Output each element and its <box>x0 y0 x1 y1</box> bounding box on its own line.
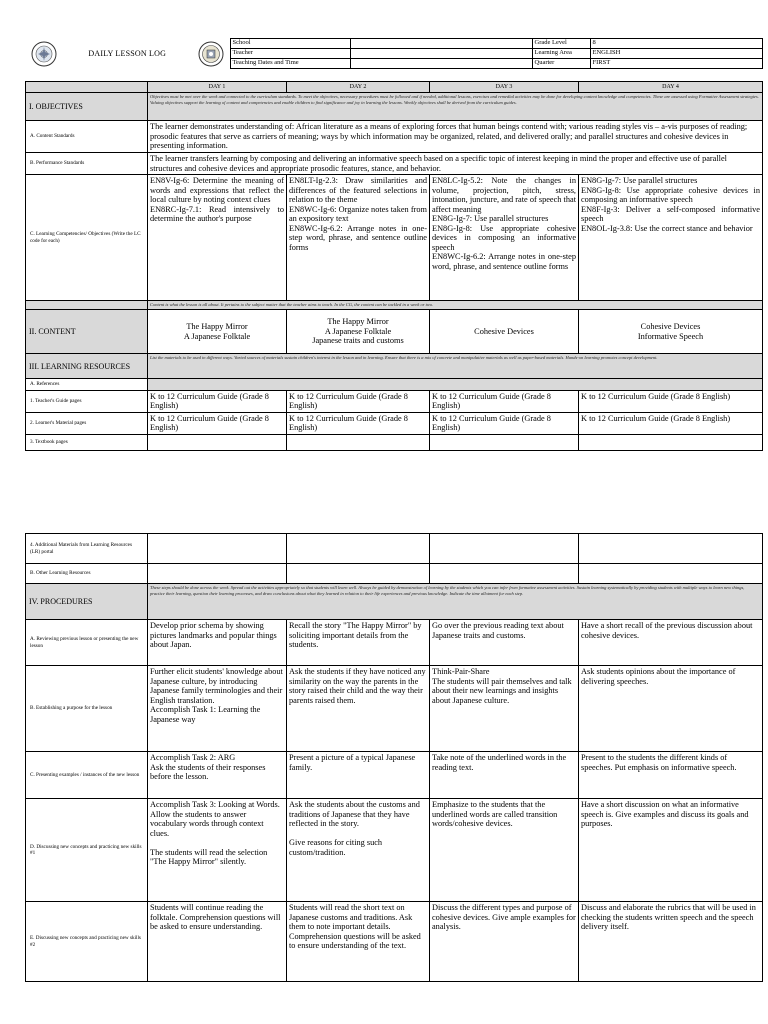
procedure-c-day-3: Take note of the underlined words in the reading text. <box>430 752 579 799</box>
procedure-e-day-4: Discuss and elaborate the rubrics that will be used in checking the students written speech and the speech delivery itself. <box>579 902 763 982</box>
content-day-3: Cohesive Devices <box>430 310 579 354</box>
learning-area-label: Learning Area <box>532 49 590 59</box>
objectives-note: Objectives must be met over the week and connected to the curriculum standards. To meet the objectives, necessary procedures must be followed and if needed, additional lessons, exercises and remedial activities may be done for developing content knowledge and competencies. These are assessed using Formative Assessment strategies. Valuing objectives support the learning of content and competencies and enable children to find significance and joy in learning the lessons. Weekly objectives shall be derived from the curriculum guides. <box>148 93 763 121</box>
page-section-2 <box>25 533 762 982</box>
procedure-b-day-1: Further elicit students' knowledge about Japanese culture, by introducing Japanese family terminologies and their English translation. Accomplish Task 1: Learning the Japanese way <box>148 666 287 752</box>
procedure-a-day-4: Have a short recall of the previous discussion about cohesive devices. <box>579 620 763 666</box>
procedure-d-day-2: Ask the students about the customs and traditions of Japanese that they have reflected in the story. Give reasons for citing such custom/tradition. <box>287 799 430 902</box>
school-value <box>350 39 532 49</box>
procedure-c-day-2: Present a picture of a typical Japanese family. <box>287 752 430 799</box>
procedure-b-label: B. Establishing a purpose for the lesson <box>26 666 148 752</box>
quarter-value: FIRST <box>590 59 762 69</box>
lm-day-1: K to 12 Curriculum Guide (Grade 8 English) <box>148 412 287 434</box>
textbook-pages-label: 3. Textbook pages <box>26 434 148 450</box>
other-day-2 <box>287 564 430 584</box>
lm-pages-label: 2. Learner's Material pages <box>26 412 148 434</box>
textbook-day-2 <box>287 434 430 450</box>
additional-day-1 <box>148 534 287 564</box>
procedure-d-label: D. Discussing new concepts and practicing new skills #1 <box>26 799 148 902</box>
procedure-a-label: A. Reviewing previous lesson or presenting the new lesson <box>26 620 148 666</box>
procedure-b-day-4: Ask students opinions about the importance of delivering speeches. <box>579 666 763 752</box>
other-day-4 <box>579 564 763 584</box>
procedure-c-label: C. Presenting examples / instances of the new lesson <box>26 752 148 799</box>
procedure-d-day-4: Have a short discussion on what an informative speech is. Give examples and discuss its goals and purposes. <box>579 799 763 902</box>
references-row <box>148 379 763 391</box>
other-day-3 <box>430 564 579 584</box>
page-title: DAILY LESSON LOG <box>88 48 167 58</box>
competencies-label: C. Learning Competencies/ Objectives (Write the LC code for each) <box>26 175 148 301</box>
dates-label: Teaching Dates and Time <box>230 59 350 69</box>
day-header-2: DAY 2 <box>287 82 430 93</box>
content-day-4: Cohesive Devices Informative Speech <box>579 310 763 354</box>
procedures-note: These steps should be done across the week. Spread out the activities appropriately so that students will learn well. Always be guided by demonstration of learning by the students which you can infer from formative assessment activities. Sustain learning systematically by providing students with multiple ways to learn new things, practice their learning, question their learning processes, and draw conclusions about what they learned in relation to their life experiences and previous knowledge. Indicate the time allotment for each step. <box>148 584 763 620</box>
procedures-table <box>25 533 763 982</box>
dates-value <box>350 59 532 69</box>
procedure-d-day-1: Accomplish Task 3: Looking at Words. Allow the students to answer vocabulary words through context clues. The students will read the selection "The Happy Mirror" silently. <box>148 799 287 902</box>
textbook-day-4 <box>579 434 763 450</box>
procedure-a-day-2: Recall the story "The Happy Mirror" by soliciting important details from the students. <box>287 620 430 666</box>
additional-day-3 <box>430 534 579 564</box>
page-section-1 <box>25 38 762 451</box>
content-standards: The learner demonstrates understanding of: African literature as a means of exploring forces that human beings contend with; various reading styles vis – a-vis purposes of reading; prosodic features that serve as carriers of meaning; ways by which information may be organized, related, and delivered orally; and parallel structures and cohesive devices in presenting information. <box>148 121 763 153</box>
competencies-day-4: EN8G-Ig-7: Use parallel structures EN8G-Ig-8: Use appropriate cohesive devices in composing an informative speech EN8F-Ig-3: Deliver a self-composed informative speech EN8OL-Ig-3.8: Use the correct stance and behavior <box>579 175 763 301</box>
grade-level-label: Grade Level <box>532 39 590 49</box>
content-note: Content is what the lesson is all about. It pertains to the subject matter that the teacher aims to teach. In the CG, the content can be tackled in a week or two. <box>148 301 763 310</box>
procedure-b-day-3: Think-Pair-Share The students will pair themselves and talk about their new learnings and insights about Japanese culture. <box>430 666 579 752</box>
competencies-day-1: EN8V-Ig-6: Determine the meaning of words and expressions that reflect the local culture by noting context clues EN8RC-Ig-7.1: Read intensively to determine the author's purpose <box>148 175 287 301</box>
school-label: School <box>230 39 350 49</box>
procedures-heading: IV. PROCEDURES <box>26 584 148 620</box>
objectives-heading: I. OBJECTIVES <box>26 93 148 121</box>
procedure-e-day-2: Students will read the short text on Japanese customs and traditions. Ask them to note important details. Comprehension questions will be asked to ensure understanding of the text. <box>287 902 430 982</box>
procedure-c-day-4: Present to the students the different kinds of speeches. Put emphasis on informative speech. <box>579 752 763 799</box>
tg-day-1: K to 12 Curriculum Guide (Grade 8 English) <box>148 390 287 412</box>
content-day-2: The Happy Mirror A Japanese Folktale Japanese traits and customs <box>287 310 430 354</box>
procedure-e-label: E. Discussing new concepts and practicing new skills #2 <box>26 902 148 982</box>
additional-day-2 <box>287 534 430 564</box>
deped-seal-icon <box>31 41 57 67</box>
procedure-e-day-1: Students will continue reading the folktale. Comprehension questions will be asked to ensure understanding. <box>148 902 287 982</box>
content-note-spacer <box>26 301 148 310</box>
tg-day-4: K to 12 Curriculum Guide (Grade 8 English) <box>579 390 763 412</box>
procedure-e-day-3: Discuss the different types and purpose of cohesive devices. Give ample examples for analysis. <box>430 902 579 982</box>
other-day-1 <box>148 564 287 584</box>
lm-day-4: K to 12 Curriculum Guide (Grade 8 English) <box>579 412 763 434</box>
resources-note: List the materials to be used in different ways. Varied sources of materials sustain children's interest in the lesson and in learning. Ensure that there is a mix of concrete and manipulative materials as well as paper-based materials. Hands-on learning promotes concept development. <box>148 354 763 379</box>
competencies-day-3: EN8LC-Ig-5.2: Note the changes in volume, projection, pitch, stress, intonation, juncture, and rate of speech that affect meaning EN8G-Ig-7: Use parallel structures EN8G-Ig-8: Use appropriate cohesive devices in composing an informative speech EN8WC-Ig-6.2: Arrange notes in one-step word, phrase, and sentence outline forms <box>430 175 579 301</box>
day-header-1: DAY 1 <box>148 82 287 93</box>
header-table <box>25 38 763 69</box>
tg-day-3: K to 12 Curriculum Guide (Grade 8 English) <box>430 390 579 412</box>
textbook-day-1 <box>148 434 287 450</box>
procedure-b-day-2: Ask the students if they have noticed any similarity on the way the parents in the story raised their child and the way their parents raised them. <box>287 666 430 752</box>
additional-materials-label: 4. Additional Materials from Learning Resources (LR) portal <box>26 534 148 564</box>
grade-level-value: 8 <box>590 39 762 49</box>
corner-cell <box>26 82 148 93</box>
other-resources-label: B. Other Learning Resources <box>26 564 148 584</box>
tg-day-2: K to 12 Curriculum Guide (Grade 8 English) <box>287 390 430 412</box>
textbook-day-3 <box>430 434 579 450</box>
content-heading: II. CONTENT <box>26 310 148 354</box>
procedure-a-day-3: Go over the previous reading text about Japanese traits and customs. <box>430 620 579 666</box>
objectives-table <box>25 81 763 451</box>
additional-day-4 <box>579 534 763 564</box>
procedure-c-day-1: Accomplish Task 2: ARG Ask the students of their responses before the lesson. <box>148 752 287 799</box>
day-header-4: DAY 4 <box>579 82 763 93</box>
day-header-3: DAY 3 <box>430 82 579 93</box>
content-standards-label: A. Content Standards <box>26 121 148 153</box>
performance-standards: The learner transfers learning by composing and delivering an informative speech based on a specific topic of interest keeping in mind the proper and effective use of parallel structures and cohesive devices and appropriate prosodic features, stance, and behavior. <box>148 153 763 175</box>
references-label: A. References <box>26 379 148 391</box>
tg-pages-label: 1. Teacher's Guide pages <box>26 390 148 412</box>
performance-standards-label: B. Performance Standards <box>26 153 148 175</box>
teacher-value <box>350 49 532 59</box>
quarter-label: Quarter <box>532 59 590 69</box>
content-day-1: The Happy Mirror A Japanese Folktale <box>148 310 287 354</box>
procedure-a-day-1: Develop prior schema by showing pictures landmarks and popular things about Japan. <box>148 620 287 666</box>
teacher-label: Teacher <box>230 49 350 59</box>
procedure-d-day-3: Emphasize to the students that the underlined words are called transition words/cohesive devices. <box>430 799 579 902</box>
competencies-day-2: EN8LT-Ig-2.3: Draw similarities and differences of the featured selections in relation to the theme EN8WC-Ig-6: Organize notes taken from an expository text EN8WC-Ig-6.2: Arrange notes in one-step word, phrase, and sentence outline forms <box>287 175 430 301</box>
school-seal-icon <box>198 41 224 67</box>
resources-heading: III. LEARNING RESOURCES <box>26 354 148 379</box>
lm-day-3: K to 12 Curriculum Guide (Grade 8 English) <box>430 412 579 434</box>
header-logo-cell <box>25 39 230 69</box>
learning-area-value: ENGLISH <box>590 49 762 59</box>
lm-day-2: K to 12 Curriculum Guide (Grade 8 English) <box>287 412 430 434</box>
